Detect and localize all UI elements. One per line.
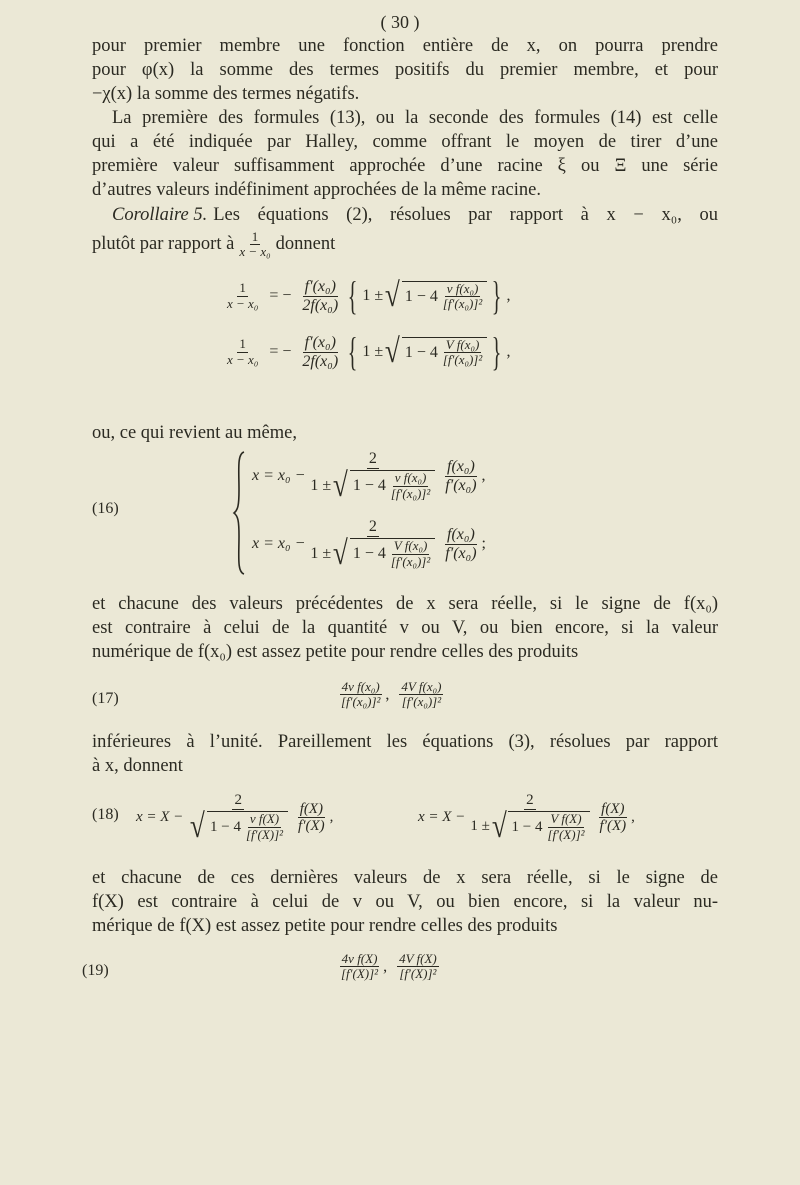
comma: ,	[383, 957, 388, 975]
right-brace: }	[492, 273, 502, 318]
fraction	[300, 334, 340, 370]
right-brace: }	[492, 329, 502, 374]
lhs: x = x₀ −	[252, 467, 306, 485]
fraction	[443, 458, 478, 494]
denominator: 2f(x₀)	[302, 296, 339, 314]
text: 1 − 4	[404, 343, 438, 361]
denominator	[308, 466, 437, 504]
numerator: 1	[239, 336, 246, 352]
numerator: f′(x₀)	[304, 333, 336, 351]
denominator: [f′(x₀)]²	[341, 694, 381, 710]
numerator: 2	[234, 792, 242, 808]
text: 1 − 4	[352, 477, 386, 495]
denominator: [f′(x₀)]²	[442, 352, 483, 367]
corollaire-text: Les équations (2), résolues par rapport à x − x₀, ou	[213, 205, 718, 225]
numerator: 2	[526, 792, 534, 808]
denominator: f′(X)	[298, 818, 325, 835]
fraction	[244, 812, 285, 842]
denominator: [f′(x₀)]²	[390, 553, 431, 569]
left-brace: {	[347, 273, 358, 318]
denominator: [f′(X)]²	[399, 966, 437, 982]
comma: ,	[506, 287, 511, 304]
fraction	[225, 337, 260, 367]
equals-minus: = −	[269, 343, 292, 360]
denominator	[308, 534, 437, 572]
numerator: f(x₀)	[447, 526, 475, 544]
square-root: √ 1 − 4 $\frac{\text{V f(X)}}{\text{[f′(X)]²}}$	[490, 810, 590, 844]
numerator: 4V f(x₀)	[401, 679, 442, 694]
fraction	[300, 278, 340, 314]
denominator: f′(X)	[599, 818, 627, 835]
fraction	[308, 450, 437, 503]
text-line: numérique de f(x₀) est assez petite pour rendre celles des produits	[92, 642, 579, 662]
numerator: 4v f(X)	[341, 951, 378, 966]
numerator: 1	[239, 280, 246, 296]
lhs: x = x₀ −	[252, 535, 306, 553]
numerator: f(x₀)	[447, 458, 475, 476]
square-root: √ 1 − 4 $\frac{\text{v f(X)}}{\text{[f′(X)]²}}$	[186, 810, 290, 844]
plus-minus: 1 ±	[470, 818, 490, 835]
fraction	[225, 281, 260, 311]
text-line: inférieures à l’unité. Pareillement les équations (3), résolues par rapport	[92, 732, 718, 752]
comma: ,	[506, 343, 511, 360]
fraction	[399, 680, 443, 710]
square-root: √ 1 − 4 $\frac{\text{V f(x₀)}}{\text{[f′(x₀)]²}}$	[331, 537, 435, 571]
text-line: pour φ(x) la somme des termes positifs du premier membre, et pour	[92, 60, 718, 80]
denominator: f′(x₀)	[445, 544, 477, 562]
denominator: [f′(x₀)]²	[401, 694, 442, 710]
text-line: pour premier membre une fonction entière de x, on pourra prendre	[92, 36, 718, 56]
equation-16a	[252, 450, 486, 503]
numerator: f′(x₀)	[304, 277, 336, 295]
page-number: ( 30 )	[380, 12, 420, 32]
plus-minus: 1 ±	[362, 343, 384, 360]
text-line: ou, ce qui revient au même,	[92, 423, 297, 443]
comma: ,	[385, 685, 390, 703]
fraction	[339, 680, 382, 710]
numerator: v f(X)	[249, 811, 280, 827]
numerator: f(X)	[299, 800, 324, 817]
denominator: [f′(X)]²	[245, 826, 284, 842]
text-line: −χ(x) la somme des termes négatifs.	[92, 84, 360, 104]
equation-1	[222, 273, 511, 318]
text-line: est contraire à celui de la quantité v ou V, ou bien encore, si la valeur	[92, 618, 718, 638]
fraction	[545, 812, 586, 842]
corollaire-label: Corollaire 5.	[112, 205, 208, 225]
fraction	[389, 539, 432, 569]
equation-label: (17)	[92, 690, 119, 707]
numerator: f(X)	[601, 800, 625, 817]
equation-label: (18)	[92, 806, 119, 823]
text-line: d’autres valeurs indéfiniment approchées de la même racine.	[92, 180, 541, 200]
equation-17	[336, 680, 446, 710]
denominator: [f′(x₀)]²	[442, 296, 483, 311]
equation-2	[222, 329, 511, 374]
text: donnent	[275, 234, 336, 255]
fraction	[339, 952, 380, 982]
denominator: [f′(X)]²	[547, 826, 585, 842]
square-root: √ 1 − 4 $\frac{\text{v f(x₀)}}{\text{[f′(x₀)]²}}$	[331, 469, 435, 503]
corollaire-line	[112, 203, 718, 227]
text-line: qui a été indiquée par Halley, comme offrant le moyen de tirer d’une	[92, 132, 718, 152]
equation-label: (16)	[92, 500, 119, 517]
numerator: 2	[368, 450, 377, 467]
square-root: √ 1 − 4 $\frac{\text{v f(x₀)}}{\text{[f′(x₀)]²}}$	[383, 279, 487, 313]
denominator: [f′(x₀)]²	[390, 485, 431, 501]
numerator: v f(x₀)	[394, 470, 427, 486]
denominator: [f′(X)]²	[341, 966, 379, 982]
fraction	[308, 518, 437, 571]
text: plutôt par rapport à	[92, 234, 235, 255]
numerator: 1	[251, 229, 259, 244]
denominator: x − x₀	[239, 244, 271, 260]
text: 1 − 4	[404, 287, 438, 305]
plus-minus: 1 ±	[310, 544, 332, 562]
denominator: f′(x₀)	[445, 476, 477, 494]
text-line: et chacune de ces dernières valeurs de x sera réelle, si le signe de	[92, 868, 718, 888]
fraction	[397, 952, 439, 982]
system-brace	[232, 450, 246, 576]
equation-18b	[418, 792, 635, 844]
numerator: V f(X)	[550, 811, 582, 827]
numerator: V f(x₀)	[445, 336, 480, 352]
plus-minus: 1 ±	[310, 476, 332, 494]
comma: ,	[631, 809, 635, 826]
fraction	[186, 792, 290, 844]
comma: ,	[329, 809, 334, 826]
fraction	[441, 338, 484, 368]
denominator: x − x₀	[227, 295, 259, 311]
numerator: 2	[368, 518, 377, 535]
equation-18a	[136, 792, 333, 844]
numerator: 4V f(X)	[399, 951, 437, 966]
denominator	[468, 807, 591, 845]
denominator: x − x₀	[227, 351, 259, 367]
text-line: à x, donnent	[92, 756, 183, 776]
comma: ,	[481, 467, 486, 485]
equation-16b	[252, 518, 486, 571]
fraction	[441, 282, 484, 312]
plus-minus: 1 ±	[362, 287, 384, 304]
plutot-line	[92, 230, 335, 260]
numerator: v f(x₀)	[446, 280, 479, 296]
numerator: V f(x₀)	[393, 538, 428, 554]
fraction	[296, 801, 327, 835]
square-root: √ 1 − 4 $\frac{\text{V f(x₀)}}{\text{[f′(x₀)]²}}$	[383, 335, 487, 369]
text-line: mérique de f(X) est assez petite pour rendre celles des produits	[92, 916, 558, 936]
fraction	[598, 801, 629, 835]
text-line: première valeur suffisamment approchée d’une racine ξ ou Ξ une série	[92, 156, 718, 176]
denominator: 2f(x₀)	[302, 352, 339, 370]
fraction	[389, 471, 432, 501]
fraction	[468, 792, 591, 844]
semicolon: ;	[481, 535, 486, 553]
fraction	[237, 230, 272, 260]
text: 1 − 4	[511, 818, 543, 835]
text-line: La première des formules (13), ou la seconde des formules (14) est celle	[112, 108, 718, 128]
text: 1 − 4	[352, 545, 386, 563]
fraction	[443, 526, 478, 562]
equals-minus: = −	[269, 287, 292, 304]
left-brace: {	[347, 329, 358, 374]
numerator: 4v f(x₀)	[341, 679, 380, 694]
equation-19	[336, 952, 442, 982]
lhs: x = X −	[418, 809, 466, 826]
text-line: f(X) est contraire à celui de v ou V, ou bien encore, si la valeur nu-	[92, 892, 718, 912]
text-line: et chacune des valeurs précédentes de x sera réelle, si le signe de f(x₀)	[92, 594, 718, 614]
text: 1 − 4	[210, 818, 241, 835]
lhs: x = X −	[136, 809, 184, 826]
equation-label: (19)	[82, 962, 109, 979]
